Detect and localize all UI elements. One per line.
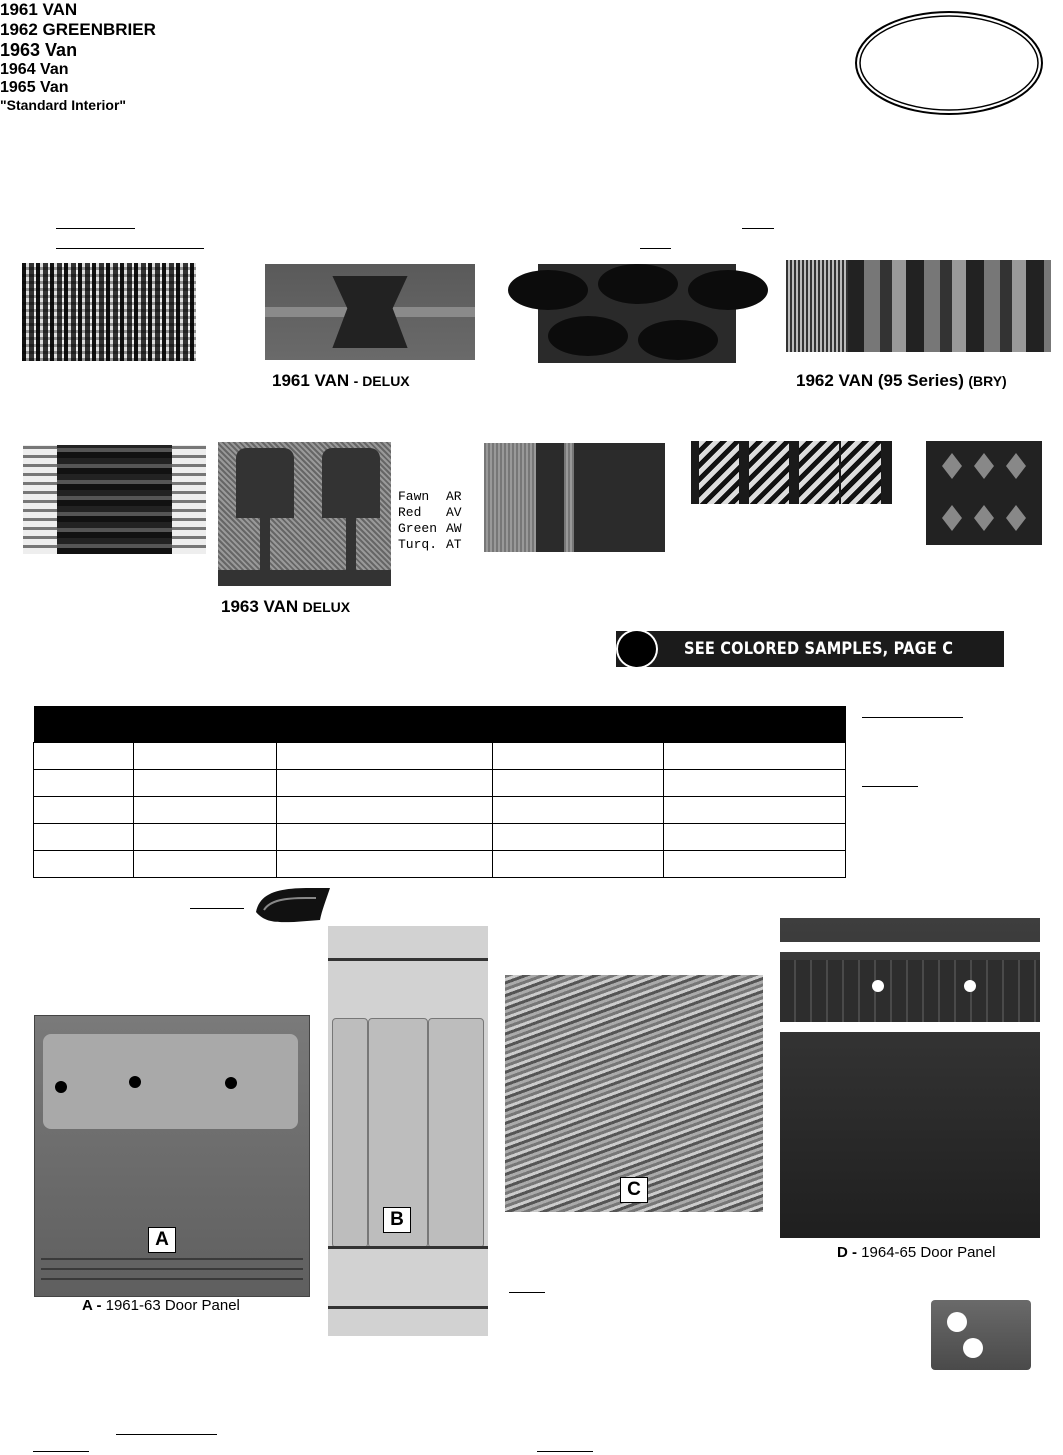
panel-letter-b: B [383, 1207, 411, 1233]
underline [33, 1451, 89, 1452]
underline [190, 908, 244, 909]
underline [56, 248, 204, 249]
swatch-label-1963-van-delux [221, 597, 350, 617]
swatch-1961-van [22, 263, 196, 361]
door-panel-a [34, 1015, 310, 1297]
underline [56, 228, 135, 229]
swatch-label-1964-van: 1964 Van [0, 61, 69, 78]
swatch-label-1965-van-sub: "Standard Interior" [0, 97, 127, 113]
swatch-label-1962-van [796, 371, 1007, 391]
swatch-1963-van [23, 445, 206, 554]
label-main: 1963 VAN [221, 597, 299, 616]
parts-table [33, 706, 846, 878]
bullet-dot-icon [616, 629, 658, 669]
swatch-1965-van [926, 441, 1042, 545]
swatch-label-1965-van: 1965 Van [0, 79, 69, 96]
table-row [34, 824, 846, 851]
underline [742, 228, 774, 229]
color-code-row: Fawn AR [398, 489, 462, 504]
caption-door-panel-a [82, 1297, 240, 1314]
label-main: 1962 VAN (95 Series) [796, 371, 964, 390]
panel-letter-c: C [620, 1177, 648, 1203]
swatch-label-1961-van: 1961 VAN [0, 0, 78, 19]
underline [862, 786, 918, 787]
caption-prefix: A - [82, 1297, 102, 1314]
underline [537, 1451, 593, 1452]
label-suffix: (BRY) [968, 373, 1007, 389]
underline [640, 248, 671, 249]
trim-clip-icon [250, 884, 334, 928]
underline [509, 1292, 545, 1293]
see-colored-samples-banner[interactable] [616, 631, 1004, 667]
swatch-label-1961-van-delux [272, 371, 410, 391]
caption-door-panel-d [837, 1244, 995, 1261]
clip-sample [931, 1300, 1031, 1370]
banner-text: SEE COLORED SAMPLES, PAGE C [684, 639, 954, 659]
underline [862, 717, 963, 718]
swatch-label-1963-van: 1963 Van [0, 40, 78, 60]
swatch-1961-van-delux [265, 264, 475, 360]
swatch-1963-van-delux [218, 442, 391, 586]
color-code-row: Red AV [398, 505, 462, 520]
swatch-1962-van-95-series [786, 260, 1051, 352]
caption-text: 1964-65 Door Panel [861, 1244, 996, 1261]
door-panel-b [328, 926, 488, 1336]
table-row [34, 797, 846, 824]
underline [116, 1434, 217, 1435]
table-row [34, 770, 846, 797]
caption-prefix: D - [837, 1244, 857, 1261]
swatch-1962-greenbrier [538, 264, 736, 363]
table-row [34, 743, 846, 770]
color-code-list [398, 489, 468, 553]
swatch-pattern-unlabeled [691, 441, 892, 504]
caption-text: 1961-63 Door Panel [105, 1297, 240, 1314]
table-header-row [34, 706, 846, 743]
label-suffix: - DELUX [353, 373, 410, 389]
oval-stamp [852, 8, 1046, 118]
panel-letter-a: A [148, 1227, 176, 1253]
swatch-label-1962-greenbrier: 1962 GREENBRIER [0, 20, 156, 39]
table-row [34, 851, 846, 878]
color-code-row: Green AW [398, 521, 462, 536]
label-suffix: DELUX [302, 599, 351, 615]
color-code-row: Turq. AT [398, 537, 462, 552]
swatch-1964-van [484, 443, 665, 552]
door-panel-d [780, 918, 1040, 1238]
label-main: 1961 VAN [272, 371, 350, 390]
